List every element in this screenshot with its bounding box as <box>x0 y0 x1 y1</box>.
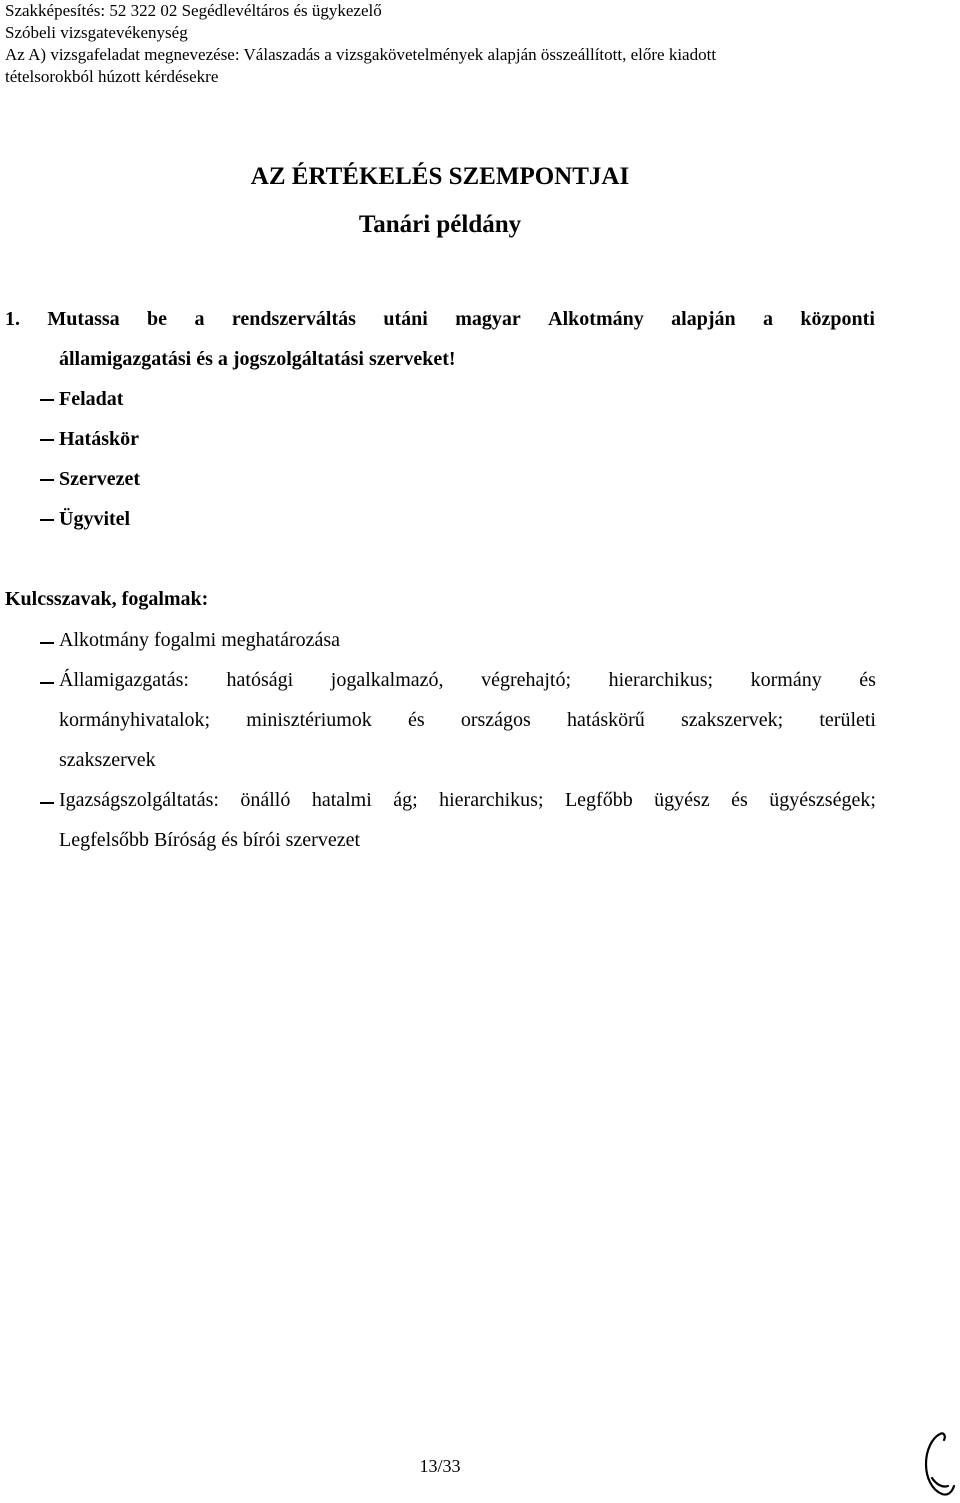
dash-bullet <box>40 519 54 521</box>
keyword-word: ág; <box>393 789 418 811</box>
keyword-word: hatáskörű <box>567 709 645 731</box>
page-number: 13/33 <box>419 1456 461 1476</box>
question-word: rendszerváltás <box>231 308 356 330</box>
header-line-activity: Szóbeli vizsgatevékenység <box>5 23 188 42</box>
keyword-word: Igazságszolgáltatás: <box>59 789 219 811</box>
keyword-item-allamigazgatas-line1 <box>59 669 876 692</box>
keyword-word: kormány <box>750 669 822 691</box>
header-line-task-name: Az A) vizsgafeladat megnevezése: Válaszadás a vizsgakövetelmények alapján összeállított, előre kiadott <box>5 45 717 64</box>
keyword-text: Alkotmány fogalmi meghatározása <box>59 629 341 651</box>
dash-bullet <box>40 479 54 481</box>
dash-bullet <box>40 399 54 401</box>
dash-bullet <box>40 802 54 804</box>
question-word: központi <box>800 308 875 330</box>
keyword-word: ügyész <box>654 789 710 811</box>
header-line-task-name-cont: tételsorokból húzott kérdésekre <box>5 67 219 86</box>
keyword-item-igazsagszolgaltatas-line2: Legfelsőbb Bíróság és bírói szervezet <box>59 829 361 851</box>
dash-bullet <box>40 439 54 441</box>
point-label: Ügyvitel <box>59 508 131 530</box>
keyword-word: és <box>731 789 748 811</box>
keyword-word: hatalmi <box>311 789 372 811</box>
keyword-word: ügyészségek; <box>769 789 876 811</box>
keyword-word: hierarchikus; <box>439 789 544 811</box>
page-subtitle: Tanári példány <box>358 211 522 238</box>
point-label: Hatáskör <box>59 428 139 450</box>
keyword-word: és <box>859 669 876 691</box>
point-label: Szervezet <box>59 468 141 490</box>
keyword-item-igazsagszolgaltatas-line1 <box>59 789 876 812</box>
question-word: Mutassa <box>47 308 120 330</box>
question-word: Alkotmány <box>548 308 644 330</box>
question-line-2: államigazgatási és a jogszolgáltatási szerveket! <box>59 348 456 370</box>
point-label: Feladat <box>59 388 124 410</box>
signature-mark <box>918 1428 958 1498</box>
question-word: a <box>194 308 205 330</box>
keyword-word: hierarchikus; <box>608 669 714 691</box>
page-title: AZ ÉRTÉKELÉS SZEMPONTJAI <box>250 163 630 190</box>
question-word: a <box>763 308 774 330</box>
keyword-word: végrehajtó; <box>481 669 572 691</box>
question-word: utáni <box>383 308 428 330</box>
dash-bullet <box>40 682 54 684</box>
keywords-heading: Kulcsszavak, fogalmak: <box>5 588 209 610</box>
keyword-item-allamigazgatas-line2 <box>59 709 876 732</box>
keyword-item-allamigazgatas-line3: szakszervek <box>59 749 156 771</box>
dash-bullet <box>40 642 54 644</box>
keyword-word: kormányhivatalok; <box>59 709 211 731</box>
keyword-word: területi <box>819 709 876 731</box>
header-line-qualification: Szakképesítés: 52 322 02 Segédlevéltáros és ügykezelő <box>5 1 382 20</box>
keyword-word: önálló <box>240 789 291 811</box>
question-word: be <box>147 308 168 330</box>
keyword-word: Államigazgatás: <box>59 669 189 691</box>
keyword-word: jogalkalmazó, <box>330 669 444 691</box>
keyword-word: hatósági <box>226 669 294 691</box>
keyword-word: országos <box>460 709 531 731</box>
keyword-word: minisztériumok <box>246 709 372 731</box>
keyword-word: és <box>408 709 425 731</box>
keyword-item-alkotmany <box>59 629 876 652</box>
page-header <box>5 0 945 88</box>
keyword-word: szakszervek; <box>680 709 784 731</box>
question-number: 1. <box>5 308 20 330</box>
question-line-1 <box>5 308 875 331</box>
question-word: alapján <box>671 308 736 330</box>
question-word: magyar <box>455 308 521 330</box>
keyword-word: Legfőbb <box>564 789 633 811</box>
